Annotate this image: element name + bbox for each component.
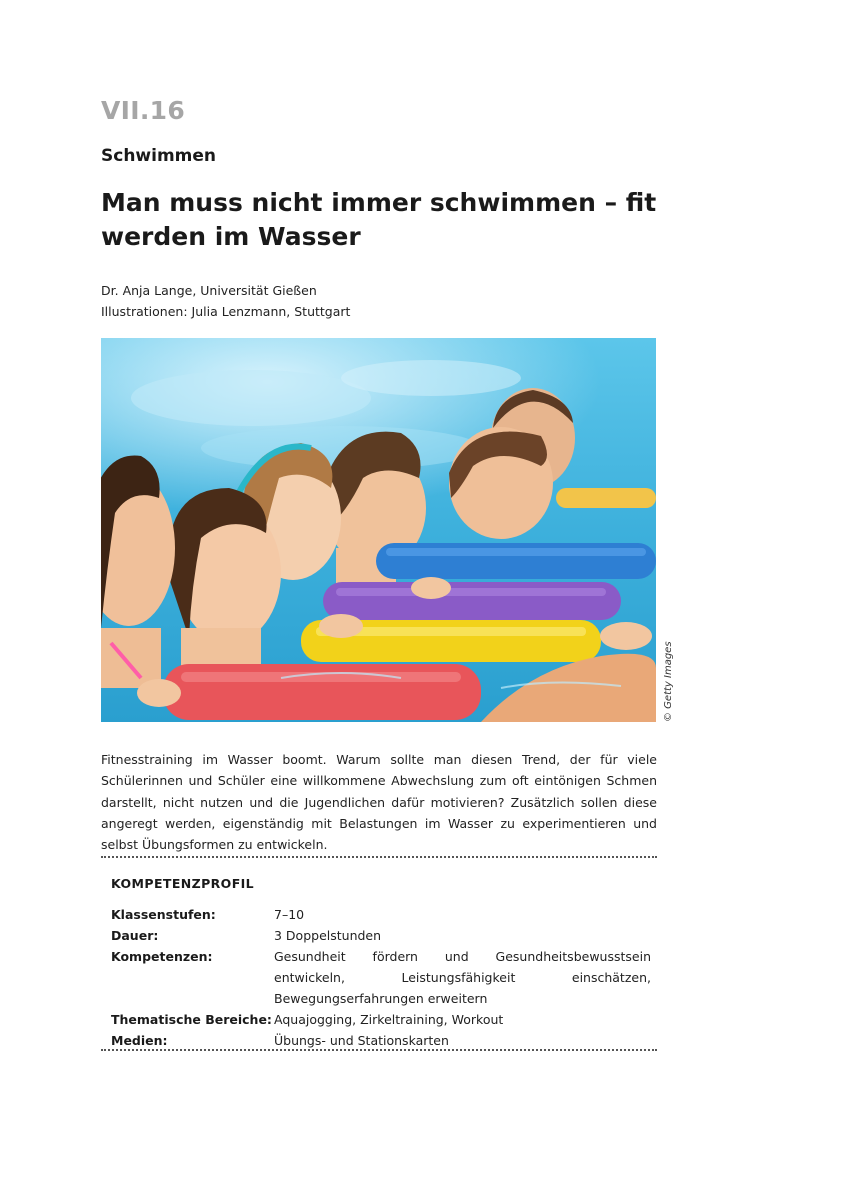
- profile-label: Thematische Bereiche:: [111, 1012, 272, 1027]
- credits: [101, 280, 350, 322]
- profile-row-duration: [111, 925, 651, 946]
- illustrations-line: Illustrationen: Julia Lenzmann, Stuttgart: [101, 304, 351, 319]
- page-title: Man muss nicht immer schwimmen – fit werden im Wasser: [101, 188, 657, 251]
- pool-photo: [101, 338, 656, 722]
- divider-bottom: [101, 1049, 657, 1051]
- profile-row-grade: [111, 904, 651, 925]
- intro-paragraph: Fitnesstraining im Wasser boomt. Warum sollte man diesen Trend, der für viele Schülerinnen und Schüler eine willkommene Abwechslung zum oft eintönigen Schmen darstellt, nicht nutzen und die Jugendlichen dafür motivieren? Zusätzlich sollen diese angeregt werden, eigenständig mit Belastungen im Wasser zu experimentieren und selbst Übungsformen zu entwickeln.: [101, 752, 657, 853]
- section-code: VII.16: [101, 96, 186, 125]
- pool-photo-illustration: [101, 338, 656, 722]
- profile-label: Medien:: [111, 1033, 168, 1048]
- profile-value: 7–10: [274, 907, 305, 922]
- profile-row-topics: [111, 1009, 651, 1030]
- profile-value: Aquajogging, Zirkeltraining, Workout: [274, 1012, 504, 1027]
- profile-label: Dauer:: [111, 928, 159, 943]
- profile-value: 3 Doppelstunden: [274, 928, 382, 943]
- divider-top: [101, 856, 657, 858]
- profile-row-media: [111, 1030, 651, 1051]
- profile-label: Klassenstufen:: [111, 907, 216, 922]
- profile-label: Kompetenzen:: [111, 949, 213, 964]
- profile-value: Übungs- und Stationskarten: [274, 1033, 449, 1048]
- subject-heading: Schwimmen: [101, 146, 217, 166]
- photo-copyright: © Getty Images: [663, 641, 674, 722]
- profile-row-competences: [111, 946, 651, 1009]
- competence-profile: [111, 904, 651, 1051]
- profile-heading: KOMPETENZPROFIL: [111, 876, 255, 891]
- author-line: Dr. Anja Lange, Universität Gießen: [101, 283, 317, 298]
- profile-value: Gesundheit fördern und Gesundheitsbewusstsein entwickeln, Leistungsfähigkeit einschätzen, Bewegungserfahrungen erweitern: [274, 949, 651, 1006]
